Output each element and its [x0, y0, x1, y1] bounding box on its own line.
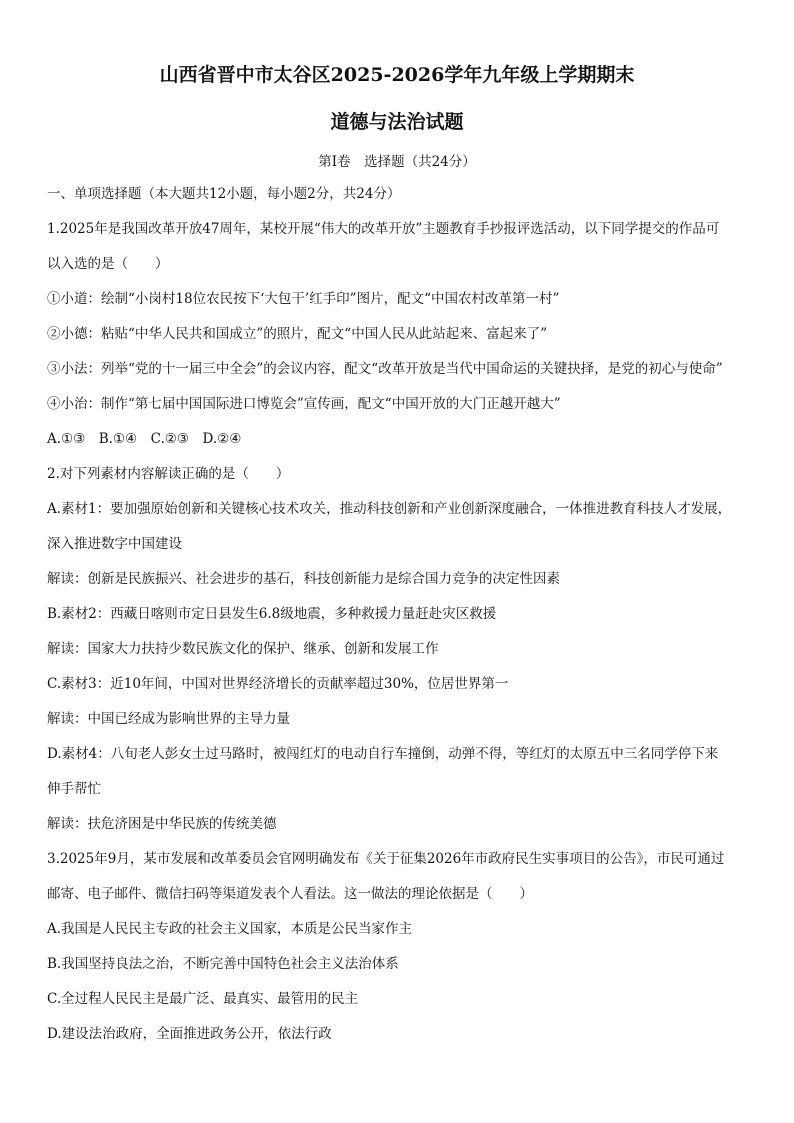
q2-option-b-reading: 解读：国家大力扶持少数民族文化的保护、继承、创新和发展工作 — [47, 641, 439, 657]
q2-option-c-reading: 解读：中国已经成为影响世界的主导力量 — [47, 711, 290, 727]
q3-stem-line2: 邮寄、电子邮件、微信扫码等渠道发表个人看法。这一做法的理论依据是（ ） — [47, 886, 533, 902]
q2-stem: 2.对下列素材内容解读正确的是（ ） — [47, 466, 290, 482]
q1-item-3: ③小法：列举“党的十一届三中全会”的会议内容，配文“改革开放是当代中国命运的关键抉择，是党的初心与使命” — [47, 361, 723, 377]
q1-item-4: ④小治：制作“第七届中国国际进口博览会”宣传画，配文“中国开放的大门正越开越大” — [47, 396, 561, 412]
part-heading: 一、单项选择题（本大题共12小题，每小题2分，共24分） — [47, 186, 401, 202]
q2-option-d-line2: 伸手帮忙 — [47, 781, 101, 797]
q3-option-a: A.我国是人民民主专政的社会主义国家，本质是公民当家作主 — [47, 921, 413, 937]
q2-option-a-line2: 深入推进数字中国建设 — [47, 536, 182, 552]
q2-option-b: B.素材2：西藏日喀则市定日县发生6.8级地震，多种救援力量赶赴灾区救援 — [47, 606, 497, 622]
q2-option-c: C.素材3：近10年间，中国对世界经济增长的贡献率超过30%，位居世界第一 — [47, 676, 509, 692]
q2-option-a-line1: A.素材1：要加强原始创新和关键核心技术攻关，推动科技创新和产业创新深度融合，一体推进教育科技人才发展， — [47, 501, 732, 517]
q1-stem-line2: 以入选的是（ ） — [47, 256, 169, 272]
q3-stem-line1: 3.2025年9月，某市发展和改革委员会官网明确发布《关于征集2026年市政府民生实事项目的公告》，市民可通过 — [47, 851, 725, 867]
q3-option-c: C.全过程人民民主是最广泛、最真实、最管用的民主 — [47, 991, 359, 1007]
exam-title: 山西省晋中市太谷区2025-2026学年九年级上学期期末 — [159, 64, 635, 86]
q3-option-d: D.建设法治政府，全面推进政务公开，依法行政 — [47, 1026, 332, 1042]
q2-option-a-reading: 解读：创新是民族振兴、社会进步的基石，科技创新能力是综合国力竞争的决定性因素 — [47, 571, 560, 587]
q1-item-1: ①小道：绘制“小岗村18位农民按下‘大包干’红手印”图片，配文“中国农村改革第一村” — [47, 291, 560, 307]
q1-stem-line1: 1.2025年是我国改革开放47周年，某校开展“伟大的改革开放”主题教育手抄报评选活动，以下同学提交的作品可 — [47, 221, 720, 237]
q3-option-b: B.我国坚持良法之治，不断完善中国特色社会主义法治体系 — [47, 956, 399, 972]
section-title: 第Ⅰ卷 选择题（共24分） — [318, 154, 476, 170]
exam-subject-title: 道德与法治试题 — [330, 111, 464, 133]
q1-item-2: ②小德：粘贴“中华人民共和国成立”的照片，配文“中国人民从此站起来、富起来了” — [47, 326, 548, 342]
q2-option-d-reading: 解读：扶危济困是中华民族的传统美德 — [47, 816, 277, 832]
q2-option-d-line1: D.素材4：八旬老人彭女士过马路时，被闯红灯的电动自行车撞倒，动弹不得，等红灯的太原五中三名同学停下来 — [47, 746, 719, 762]
q1-options: A.①③ B.①④ C.②③ D.②④ — [47, 431, 242, 447]
